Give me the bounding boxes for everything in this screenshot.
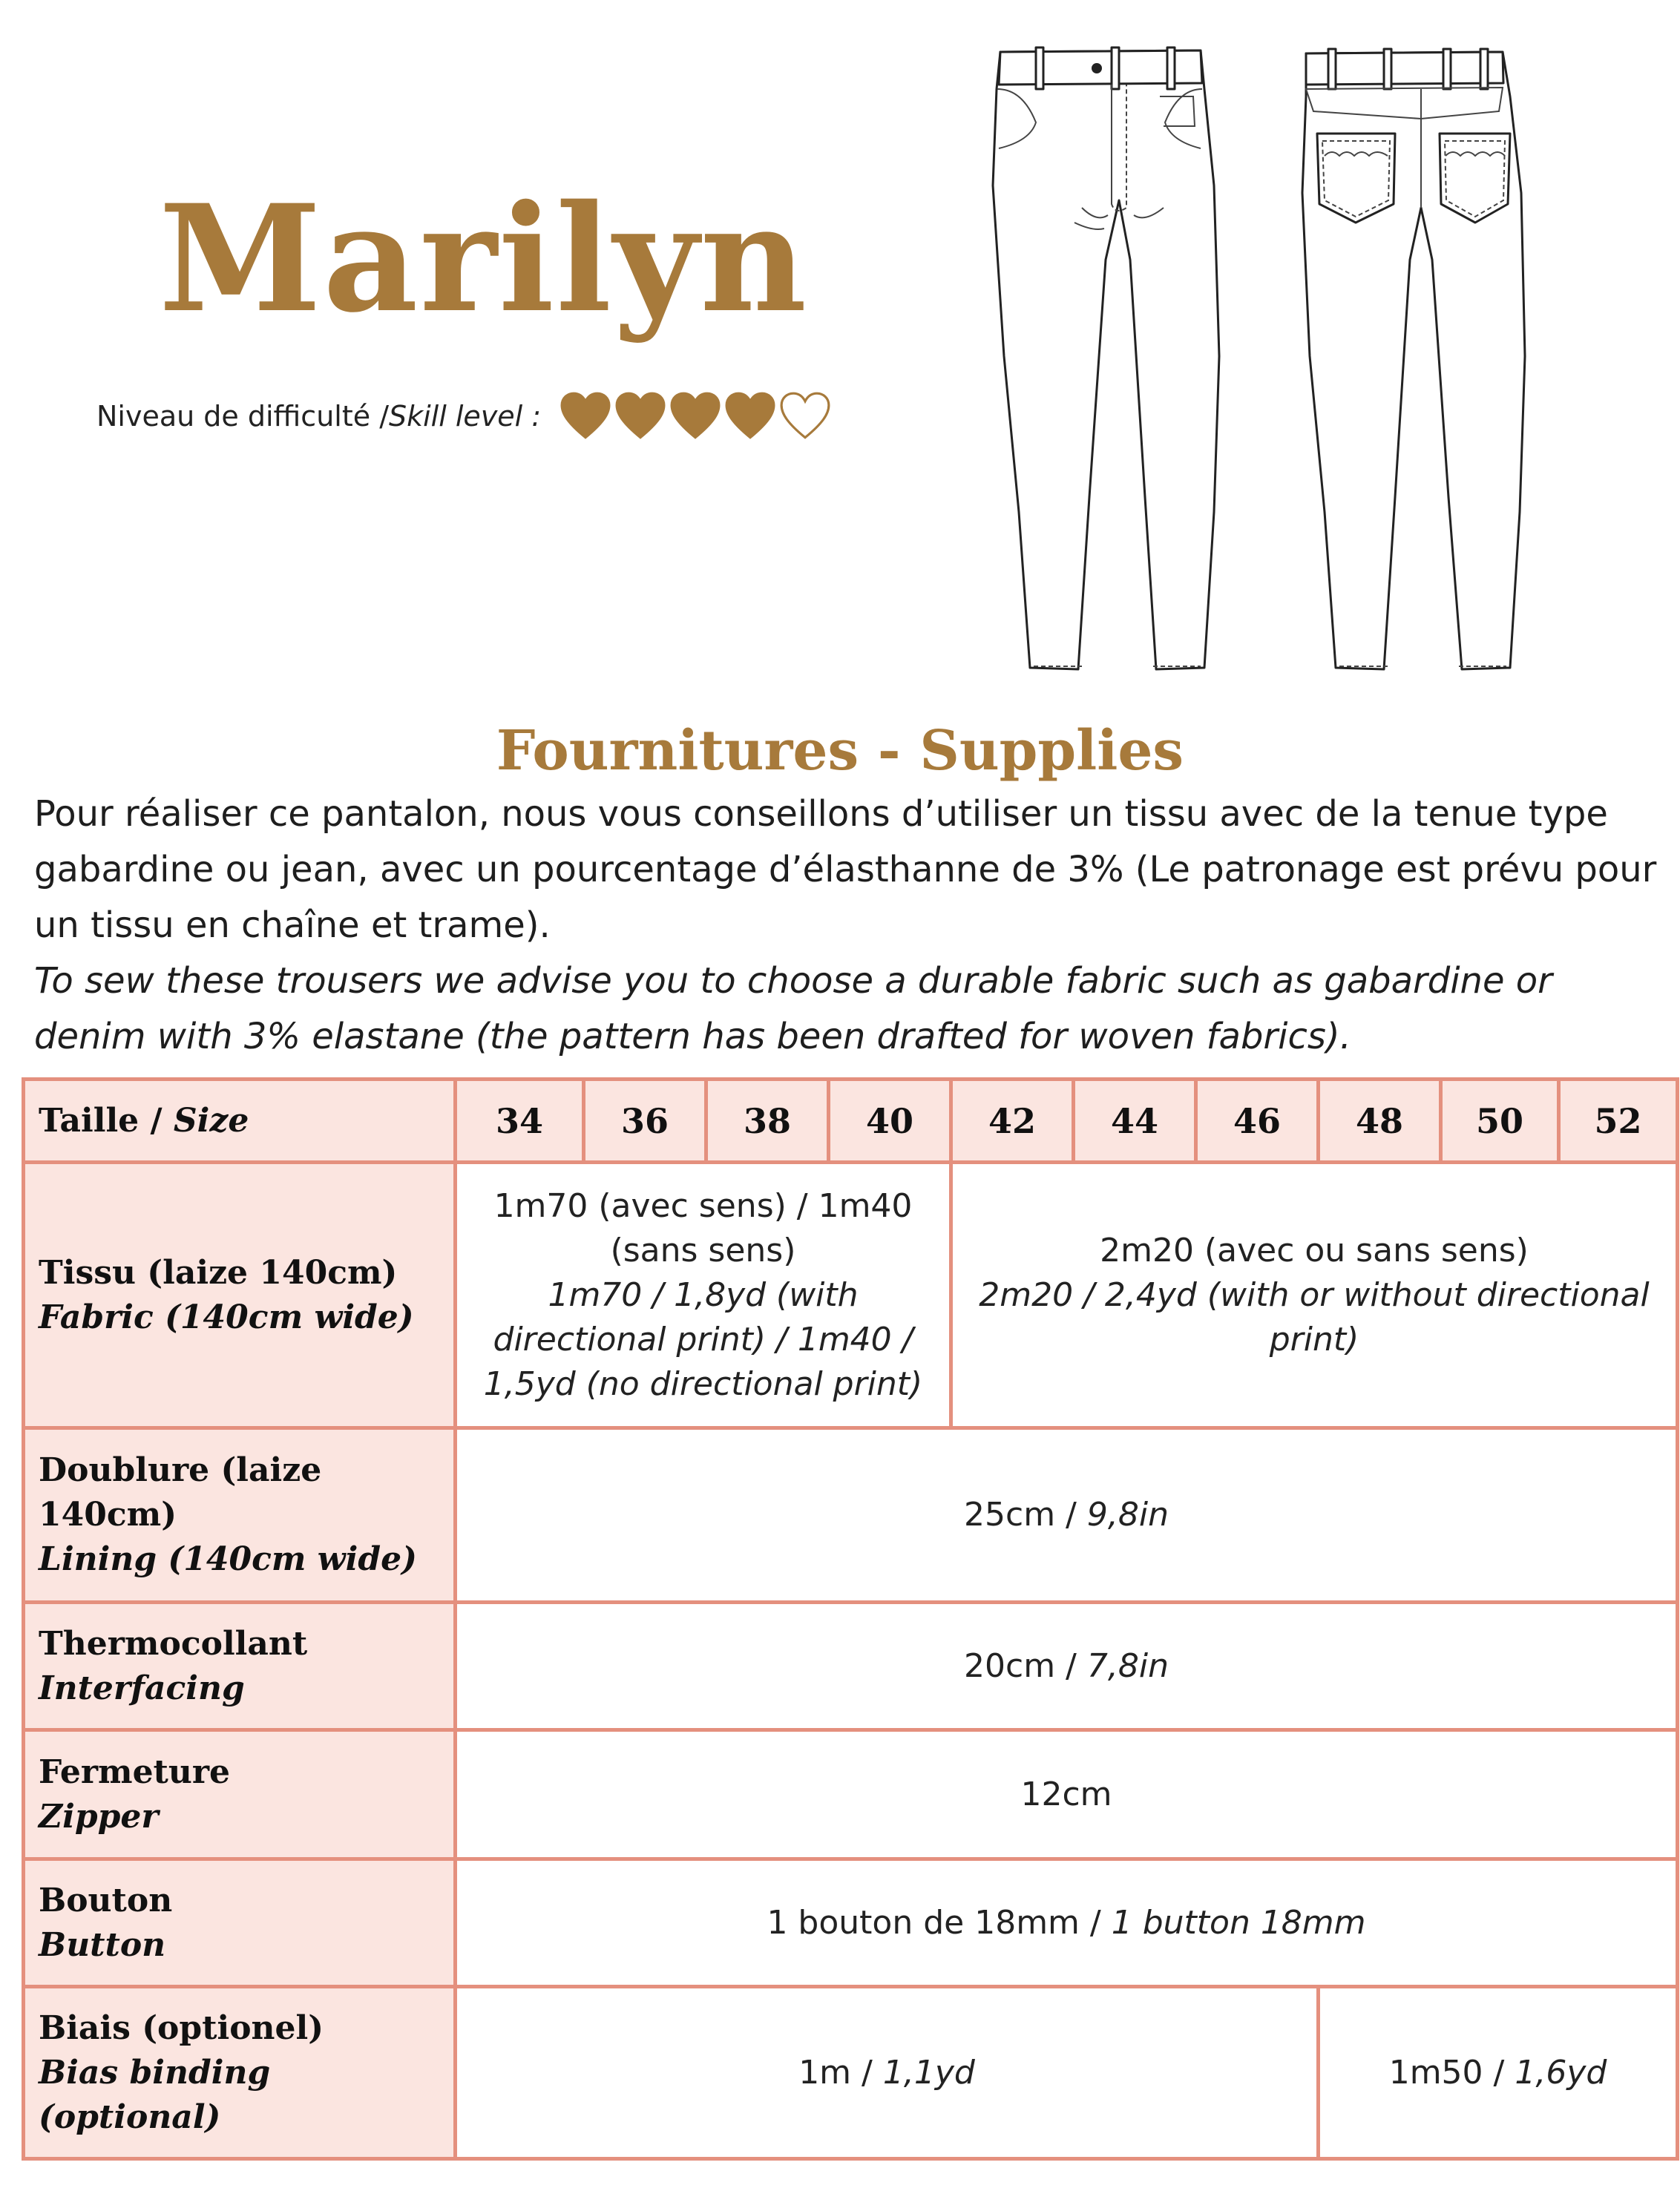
trousers-back-illustration (1284, 37, 1573, 675)
lining-label-en: Lining (140cm wide) (39, 1540, 417, 1578)
fabric-small-sizes (456, 1163, 951, 1428)
supplies-heading: Fournitures - Supplies (496, 719, 1184, 783)
button-value-en: 1 button 18mm (1111, 1903, 1366, 1942)
lining-label (24, 1428, 456, 1603)
bias-label (24, 1987, 456, 2159)
size-label-en: Size (173, 1101, 249, 1140)
button-value-fr: 1 bouton de 18mm / (767, 1903, 1112, 1942)
interfacing-value-fr: 20cm / (964, 1646, 1087, 1685)
fabric-row (24, 1163, 1678, 1428)
bias-small-en: 1,1yd (882, 2053, 975, 2092)
size-cell: 44 (1074, 1080, 1196, 1163)
heart-filled-icon (615, 392, 666, 441)
fabric-large-fr: 2m20 (avec ou sans sens) (1100, 1231, 1529, 1269)
lining-value-en: 9,8in (1086, 1496, 1169, 1534)
heart-filled-icon (560, 392, 611, 441)
supplies-table (22, 1077, 1679, 2161)
bias-small-sizes (456, 1987, 1319, 2159)
size-cell: 36 (584, 1080, 706, 1163)
bias-row (24, 1987, 1678, 2159)
size-label-fr: Taille / (39, 1101, 174, 1140)
lining-value (456, 1428, 1678, 1603)
pattern-title: Marilyn (159, 172, 809, 345)
skill-label-fr: Niveau de difficulté / (96, 400, 389, 433)
size-cell: 40 (829, 1080, 951, 1163)
intro-fr: Pour réaliser ce pantalon, nous vous conseillons d’utiliser un tissu avec de la tenue type gabardine ou jean, avec un pourcentage d’élasthanne de 3% (Le patronage est prévu pour un tissu en chaîne et trame). (34, 793, 1657, 946)
bias-large-fr: 1m50 / (1388, 2053, 1515, 2092)
lining-row (24, 1428, 1678, 1603)
interfacing-value-en: 7,8in (1086, 1646, 1169, 1685)
zipper-value: 12cm (456, 1730, 1678, 1859)
size-cell: 42 (951, 1080, 1074, 1163)
fabric-small-fr: 1m70 (avec sens) / 1m40 (sans sens) (493, 1186, 913, 1269)
bias-label-fr: Biais (optionel) (39, 2008, 324, 2047)
size-cell: 48 (1319, 1080, 1441, 1163)
lining-value-fr: 25cm / (964, 1496, 1087, 1534)
zipper-row (24, 1730, 1678, 1859)
size-cell: 46 (1196, 1080, 1319, 1163)
button-label-en: Button (39, 1925, 166, 1964)
intro-en: To sew these trousers we advise you to choose a durable fabric such as gabardine or denim with 3% elastane (the pattern has been drafted for woven fabrics). (34, 960, 1552, 1057)
interfacing-row (24, 1603, 1678, 1730)
zipper-label-en: Zipper (39, 1797, 159, 1836)
size-cell: 34 (456, 1080, 584, 1163)
lining-label-fr: Doublure (laize 140cm) (39, 1451, 322, 1534)
fabric-large-en: 2m20 / 2,4yd (with or without directional print) (979, 1275, 1650, 1359)
interfacing-label (24, 1603, 456, 1730)
supplies-intro (34, 786, 1667, 1065)
heart-outline-icon (780, 392, 830, 441)
trousers-front-illustration (978, 37, 1267, 675)
interfacing-label-fr: Thermocollant (39, 1624, 308, 1663)
bias-small-fr: 1m / (798, 2053, 883, 2092)
skill-level (96, 392, 830, 441)
size-label (24, 1080, 456, 1163)
fabric-large-sizes (951, 1163, 1678, 1428)
fabric-label-fr: Tissu (laize 140cm) (39, 1253, 398, 1292)
button-label (24, 1859, 456, 1987)
fabric-small-en: 1m70 / 1,8yd (with directional print) / 1m40 / 1,5yd (no directional print) (483, 1275, 923, 1403)
bias-label-en: Bias binding (optional) (39, 2053, 271, 2136)
skill-label-en: Skill level : (389, 400, 542, 433)
bias-large-en: 1,6yd (1515, 2053, 1607, 2092)
button-row (24, 1859, 1678, 1987)
skill-rating (560, 392, 830, 441)
sizes-row (24, 1080, 1678, 1163)
button-value (456, 1859, 1678, 1987)
heart-filled-icon (725, 392, 775, 441)
interfacing-value (456, 1603, 1678, 1730)
interfacing-label-en: Interfacing (39, 1669, 245, 1707)
fabric-label (24, 1163, 456, 1428)
heart-filled-icon (670, 392, 721, 441)
size-cell: 50 (1441, 1080, 1559, 1163)
fabric-label-en: Fabric (140cm wide) (39, 1298, 414, 1336)
size-cell: 52 (1559, 1080, 1678, 1163)
button-label-fr: Bouton (39, 1881, 173, 1919)
zipper-label (24, 1730, 456, 1859)
size-cell: 38 (706, 1080, 829, 1163)
bias-large-sizes (1319, 1987, 1678, 2159)
zipper-label-fr: Fermeture (39, 1753, 231, 1791)
